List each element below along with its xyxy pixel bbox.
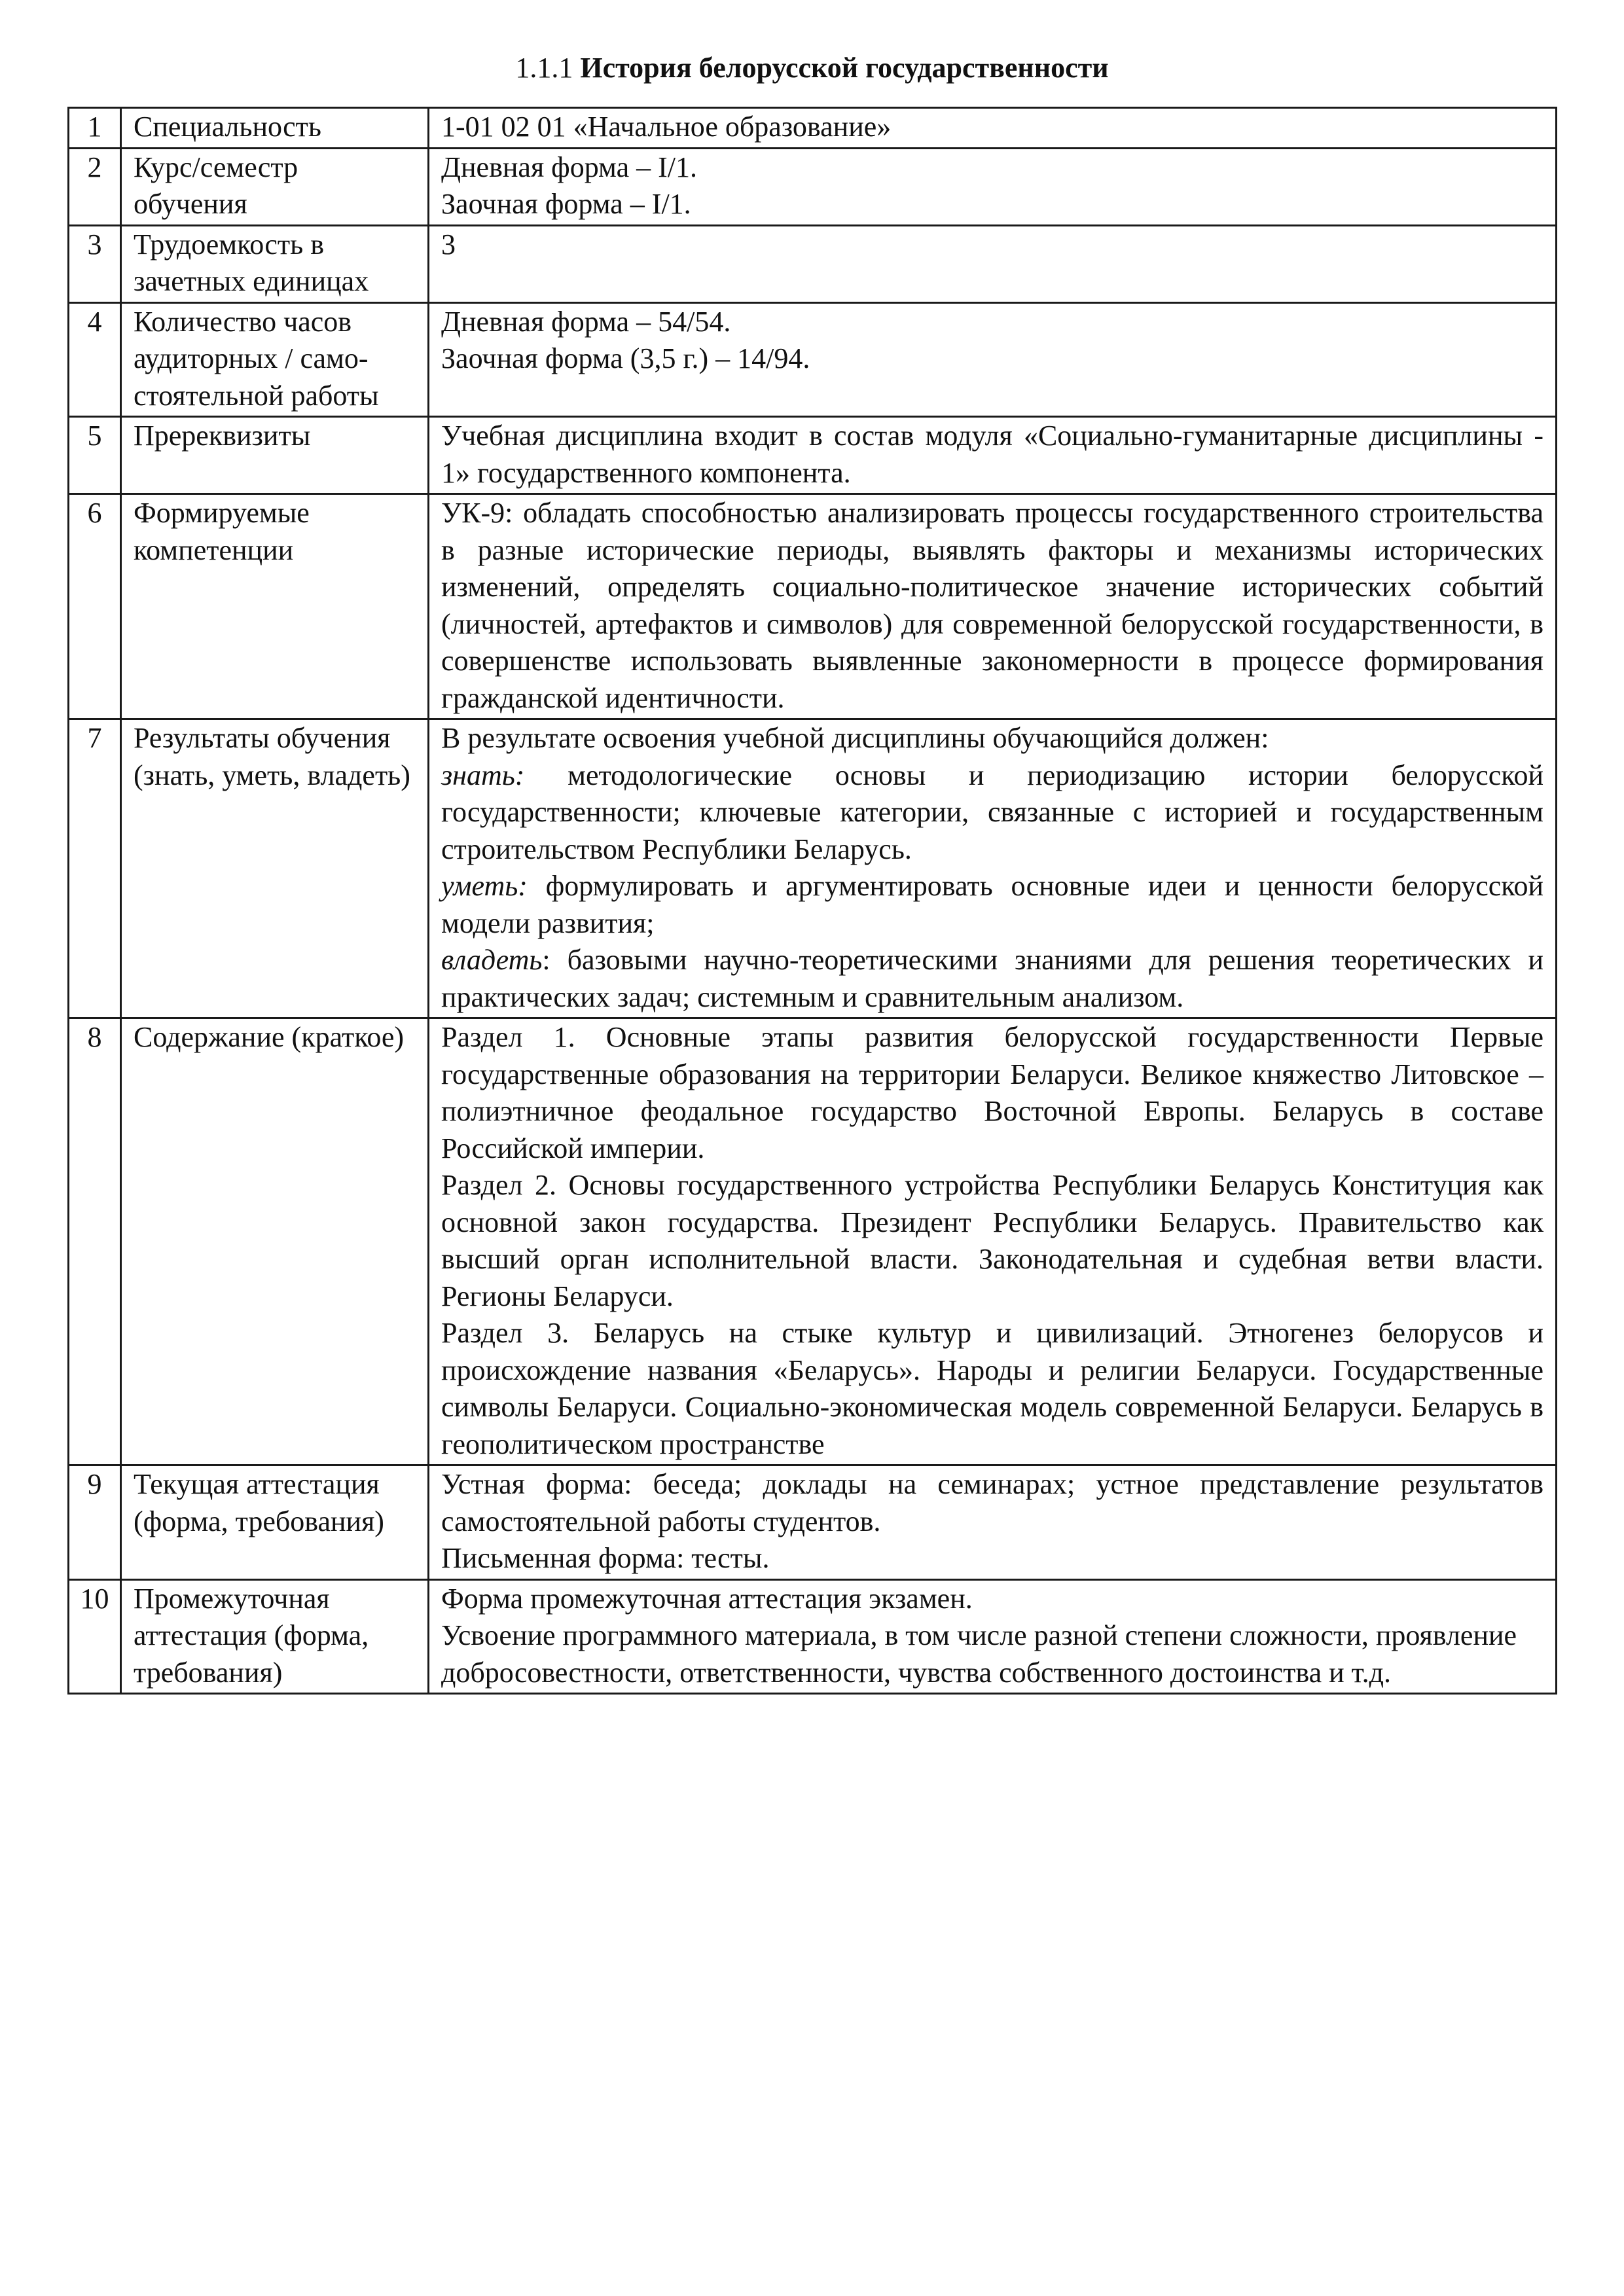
row-label: Формируемые компетенции	[121, 494, 429, 719]
table-row	[69, 225, 1557, 302]
table-row	[69, 1579, 1557, 1694]
table-row	[69, 719, 1557, 1018]
value-line: Заочная форма (3,5 г.) – 14/94.	[441, 342, 810, 374]
row-number: 3	[69, 225, 121, 302]
results-item-know	[441, 757, 1543, 869]
row-label: Текущая аттестация (форма, требования)	[121, 1465, 429, 1580]
row-number: 4	[69, 302, 121, 417]
row-label: Курс/семестр обучения	[121, 148, 429, 225]
table-row	[69, 108, 1557, 149]
content-section-2: Раздел 2. Основы государственного устройства Республики Беларусь Конституция как основной закон государства. Президент Республики Беларусь. Правительство как высший орган исполнительной власти. Законодательная и судебная ветви власти. Регионы Беларуси.	[441, 1169, 1543, 1312]
value-paragraph: Учебная дисциплина входит в состав модуля «Социально-гуманитарные дисциплины - 1» государственного компонента.	[441, 420, 1543, 489]
results-item-can	[441, 868, 1543, 942]
results-term: уметь:	[441, 870, 528, 902]
results-text: методологические основы и периодизацию истории белорусской государственности; ключевые категории, связанные с историей и государственным строительством Республики Беларусь.	[441, 759, 1543, 865]
row-value: 3	[429, 225, 1557, 302]
results-term: знать:	[441, 759, 525, 791]
row-label: Пререквизиты	[121, 417, 429, 494]
page-title	[0, 48, 1624, 88]
row-label: Содержание (краткое)	[121, 1018, 429, 1465]
row-label: Специальность	[121, 108, 429, 149]
course-info-table	[67, 107, 1557, 1695]
table-row	[69, 1018, 1557, 1465]
value-paragraph: Устная форма: беседа; доклады на семинарах; устное представление результатов самостоятельной работы студентов.	[441, 1468, 1543, 1537]
table-row	[69, 302, 1557, 417]
value-paragraph: Письменная форма: тесты.	[441, 1542, 770, 1574]
value-line: Форма промежуточная аттестация экзамен.	[441, 1582, 973, 1615]
row-number: 6	[69, 494, 121, 719]
row-number: 8	[69, 1018, 121, 1465]
results-item-own	[441, 942, 1543, 1016]
row-value: 1-01 02 01 «Начальное образование»	[429, 108, 1557, 149]
value-paragraph: УК-9: обладать способностью анализировать процессы государственного строительства в разные исторические периоды, выявлять факторы и механизмы исторических изменений, определять социально-политическое значение исторических событий (личностей, артефактов и символов) для современной белорусской государственности, в совершенстве использовать выявленные закономерности в процессе формирования гражданской идентичности.	[441, 497, 1543, 714]
table-row	[69, 1465, 1557, 1580]
table-row	[69, 148, 1557, 225]
results-text: : базовыми научно-теоретическими знаниями для решения теоретических и практических задач; системным и сравнительным анализом.	[441, 944, 1543, 1013]
row-label: Промежуточная аттестация (форма, требования)	[121, 1579, 429, 1694]
row-label: Трудоемкость в зачетных единицах	[121, 225, 429, 302]
row-number: 10	[69, 1579, 121, 1694]
content-section-3: Раздел 3. Беларусь на стыке культур и цивилизаций. Этногенез белорусов и происхождение названия «Беларусь». Народы и религии Беларуси. Государственные символы Беларуси. Социально-экономическая модель современной Беларуси. Беларусь в геополитическом пространстве	[441, 1317, 1543, 1460]
row-number: 7	[69, 719, 121, 1018]
row-value	[429, 1465, 1557, 1580]
row-label: Количество часов аудиторных / само-стоятельной работы	[121, 302, 429, 417]
row-number: 5	[69, 417, 121, 494]
row-value	[429, 302, 1557, 417]
results-term: владеть	[441, 944, 543, 976]
title-number: 1.1.1	[515, 52, 573, 84]
content-section-1: Раздел 1. Основные этапы развития белорусской государственности Первые государственные образования на территории Беларуси. Великое княжество Литовское – полиэтничное феодальное государство Восточной Европы. Беларусь в составе Российской империи.	[441, 1021, 1543, 1164]
row-value	[429, 148, 1557, 225]
row-value	[429, 1018, 1557, 1465]
table-row	[69, 494, 1557, 719]
row-number: 9	[69, 1465, 121, 1580]
row-value	[429, 1579, 1557, 1694]
row-value	[429, 417, 1557, 494]
value-line: Заочная форма – I/1.	[441, 188, 691, 220]
row-number: 1	[69, 108, 121, 149]
value-line: Усвоение программного материала, в том числе разной степени сложности, проявление добросовестности, ответственности, чувства собственного достоинства и т.д.	[441, 1619, 1517, 1689]
row-label: Результаты обучения (знать, уметь, владеть)	[121, 719, 429, 1018]
row-value	[429, 719, 1557, 1018]
row-value	[429, 494, 1557, 719]
value-line: Дневная форма – 54/54.	[441, 305, 731, 338]
results-intro: В результате освоения учебной дисциплины обучающийся должен:	[441, 722, 1269, 754]
value-line: Дневная форма – I/1.	[441, 151, 697, 183]
title-text: История белорусской государственности	[580, 52, 1109, 84]
table-row	[69, 417, 1557, 494]
row-number: 2	[69, 148, 121, 225]
results-text: формулировать и аргументировать основные идеи и ценности белорусской модели развития;	[441, 870, 1543, 939]
